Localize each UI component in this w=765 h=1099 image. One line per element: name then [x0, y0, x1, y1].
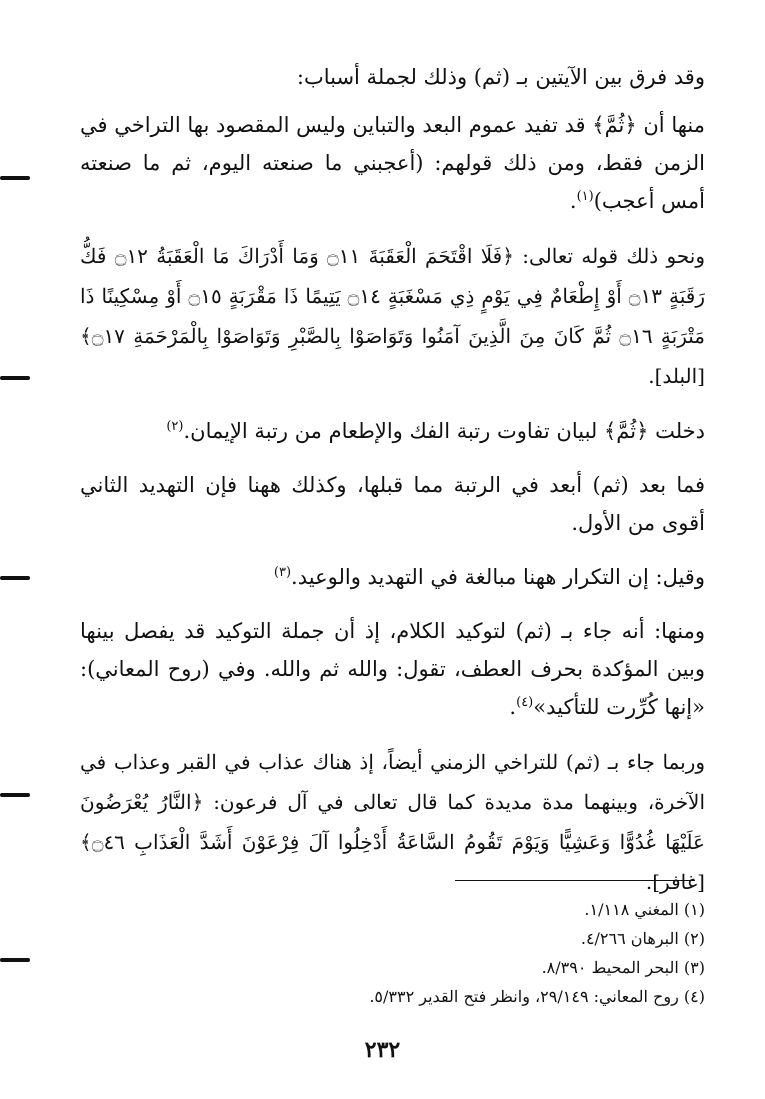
footnotes: [260, 895, 705, 1011]
reason2-end: .: [509, 695, 517, 719]
reason3-text: وربما جاء بـ (ثم) للتراخي الزمني أيضاً، إذ هناك عذاب في القبر وعذاب في الآخرة، وبينهما مدة مديدة كما قال تعالى في آل فرعون:: [80, 750, 706, 814]
margin-mark: [0, 176, 30, 180]
footnote-ref-2[interactable]: (٢): [166, 419, 184, 434]
verse-paragraph: [80, 236, 705, 396]
reason1-text: منها أن ﴿ثُمَّ﴾ قد تفيد عموم البعد والتباين وليس المقصود بها التراخي في الزمن فقط، ومن ذلك قولهم: (أعجبني ما صنعته اليوم، ثم ما صنعته أمس أعجب): [80, 113, 705, 213]
footnote-ref-4[interactable]: (٤): [516, 695, 534, 710]
verse-source-ghafir: [غافر].: [645, 870, 705, 894]
footnote-ref-1[interactable]: (١): [576, 189, 594, 204]
margin-mark: [0, 576, 30, 580]
footnote-3: (٣) البحر المحيط ٨/٣٩٠.: [541, 958, 705, 977]
said-text: وقيل: إن التكرار ههنا مبالغة في التهديد والوعيد.: [291, 565, 705, 589]
reason2-paragraph: [80, 612, 705, 726]
reason1-paragraph: منها أن ﴿ثُمَّ﴾ قد تفيد عموم البعد والتباين وليس المقصود بها التراخي في الزمن فقط، ومن ذلك قولهم: (أعجبني ما صنعته اليوم، ثم ما صنعته أمس أعجب)$^{(١)}$.: [80, 113, 705, 213]
footnote-divider: [455, 880, 695, 881]
farther-paragraph: [80, 466, 705, 542]
footnote-1: (١) المغني ١/١١٨.: [584, 900, 705, 919]
intro-text: وقد فرق بين الآيتين بـ (ثم) وذلك لجملة أسباب:: [296, 65, 705, 89]
verse-source-balad: [البلد].: [648, 364, 705, 388]
verse-intro-text: ونحو ذلك قوله تعالى:: [522, 244, 705, 268]
margin-mark: [0, 958, 30, 962]
footnote-4: (٤) روح المعاني: ٢٩/١٤٩، وانظر فتح القدير ٥/٣٣٢.: [369, 987, 705, 1006]
quran-verse-ghafir: ﴿النَّارُ يُعْرَضُونَ عَلَيْهَا غُدُوًّا وَعَشِيًّا وَيَوْمَ تَقُومُ السَّاعَةُ أَدْخِلُوا آلَ فِرْعَوْنَ أَشَدَّ الْعَذَابِ ۝٤٦﴾: [80, 790, 705, 854]
page-number: ٢٣٢: [364, 1037, 401, 1063]
footnote-ref-3[interactable]: (٣): [273, 565, 292, 580]
reason2-text: ومنها: أنه جاء بـ (ثم) لتوكيد الكلام، إذ أن جملة التوكيد قد يفصل بينها وبين المؤكدة بحرف العطف، تقول: والله ثم والله. وفي (روح المعاني): «إنها كُرِّرت للتأكيد»: [80, 619, 705, 719]
said-paragraph: [80, 558, 705, 596]
quran-verse-balad: ﴿فَلَا اقْتَحَمَ الْعَقَبَةَ ۝١١ وَمَا أَدْرَاكَ مَا الْعَقَبَةُ ۝١٢ فَكُّ رَقَبَةٍ ۝١٣ أَوْ إِطْعَامٌ فِي يَوْمٍ ذِي مَسْغَبَةٍ ۝١٤ يَتِيمًا ذَا مَقْرَبَةٍ ۝١٥ أَوْ مِسْكِينًا ذَا مَتْرَبَةٍ ۝١٦ ثُمَّ كَانَ مِنَ الَّذِينَ آمَنُوا وَتَوَاصَوْا بِالصَّبْرِ وَتَوَاصَوْا بِالْمَرْحَمَةِ ۝١٧﴾: [80, 244, 705, 348]
reason3-paragraph: [80, 742, 705, 902]
farther-text: فما بعد (ثم) أبعد في الرتبة مما قبلها، وكذلك ههنا فإن التهديد الثاني أقوى من الأول.: [80, 473, 705, 535]
main-text: [80, 58, 705, 918]
intro-paragraph: [80, 58, 705, 96]
margin-mark: [0, 793, 30, 797]
entered-paragraph: [80, 412, 705, 450]
entered-text: دخلت ﴿ثُمَّ﴾ لبيان تفاوت رتبة الفك والإطعام من رتبة الإيمان.: [183, 419, 705, 443]
margin-mark: [0, 376, 30, 380]
footnote-2: (٢) البرهان ٤/٢٦٦.: [580, 929, 705, 948]
